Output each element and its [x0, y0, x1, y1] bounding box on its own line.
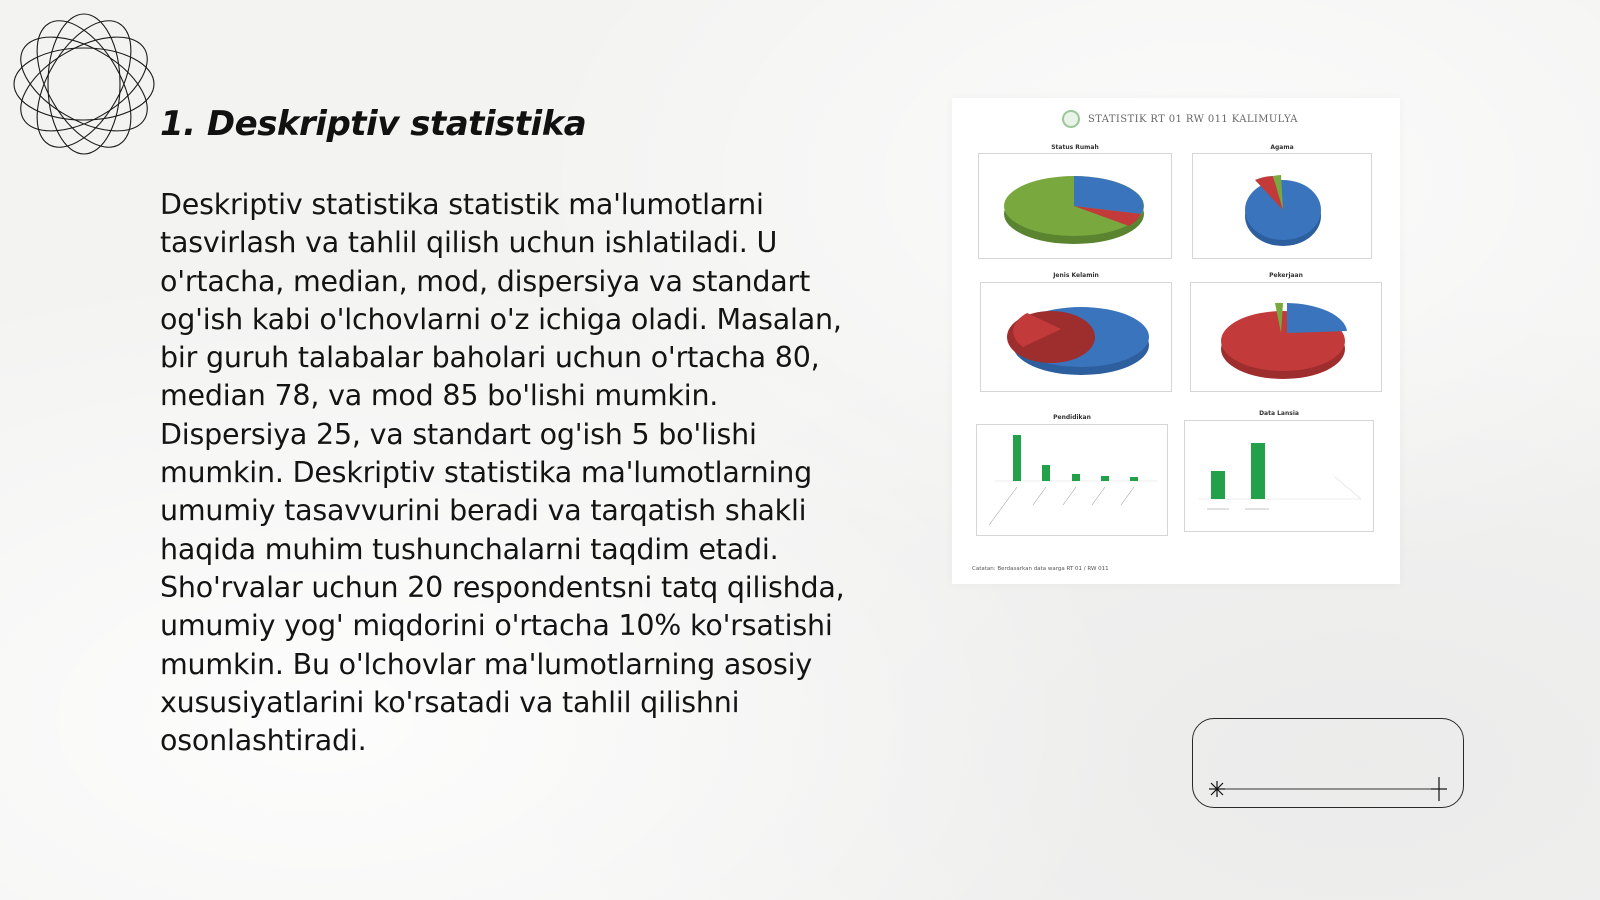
panel-data-lansia [1184, 420, 1374, 532]
infographic-header-text: STATISTIK RT 01 RW 011 KALIMULYA [1088, 113, 1298, 125]
infographic-source-note: Catatan: Berdasarkan data warga RT 01 / RW 011 [972, 566, 1109, 572]
panel-title-pendidikan: Pendidikan [1053, 414, 1091, 421]
panel-title-agama: Agama [1270, 144, 1294, 151]
orbit-rings-icon [10, 10, 158, 158]
panel-title-status-rumah: Status Rumah [1051, 144, 1099, 151]
pie-status-rumah [979, 154, 1173, 260]
panel-status-rumah [978, 153, 1172, 259]
plus-star-icon [1431, 777, 1447, 801]
decorative-range-card [1192, 718, 1464, 808]
statistics-infographic [952, 98, 1400, 584]
panel-title-data-lansia: Data Lansia [1259, 410, 1299, 417]
panel-pendidikan [976, 424, 1168, 536]
bars-pendidikan [977, 425, 1169, 537]
pie-pekerjaan [1191, 283, 1383, 393]
range-line [1193, 719, 1465, 809]
panel-title-jenis-kelamin: Jenis Kelamin [1053, 272, 1099, 279]
infographic-header [1062, 110, 1298, 128]
panel-title-pekerjaan: Pekerjaan [1269, 272, 1303, 279]
slide-body-text: Deskriptiv statistika statistik ma'lumotlarni tasvirlash va tahlil qilish uchun ishlatiladi. U o'rtacha, median, mod, dispersiya va standart og'ish kabi o'lchovlarni o'z ichiga oladi. Masalan, bir guruh talabalar baholari uchun o'rtacha 80, median 78, va mod 85 bo'lishi mumkin. Dispersiya 25, va standart og'ish 5 bo'lishi mumkin. Deskriptiv statistika ma'lumotlarning umumiy tasavvurini beradi va tarqatish shakli haqida muhim tushunchalarni taqdim etadi. Sho'rvalar uchun 20 respondentsni tatq qilishda, umumiy yog' miqdorini o'rtacha 10% ko'rsatishi mumkin. Bu o'lchovlar ma'lumotlarning asosiy xususiyatlarini ko'rsatadi va tahlil qilishni osonlashtiradi. [160, 188, 845, 758]
pie-jenis-kelamin [981, 283, 1173, 393]
panel-pekerjaan [1190, 282, 1382, 392]
panel-jenis-kelamin [980, 282, 1172, 392]
emblem-icon [1062, 110, 1080, 128]
bars-data-lansia [1185, 421, 1375, 533]
slide-title: 1. Deskriptiv statistika [160, 104, 587, 144]
pie-agama [1193, 154, 1373, 260]
panel-agama [1192, 153, 1372, 259]
sparkle-icon [1209, 781, 1225, 797]
